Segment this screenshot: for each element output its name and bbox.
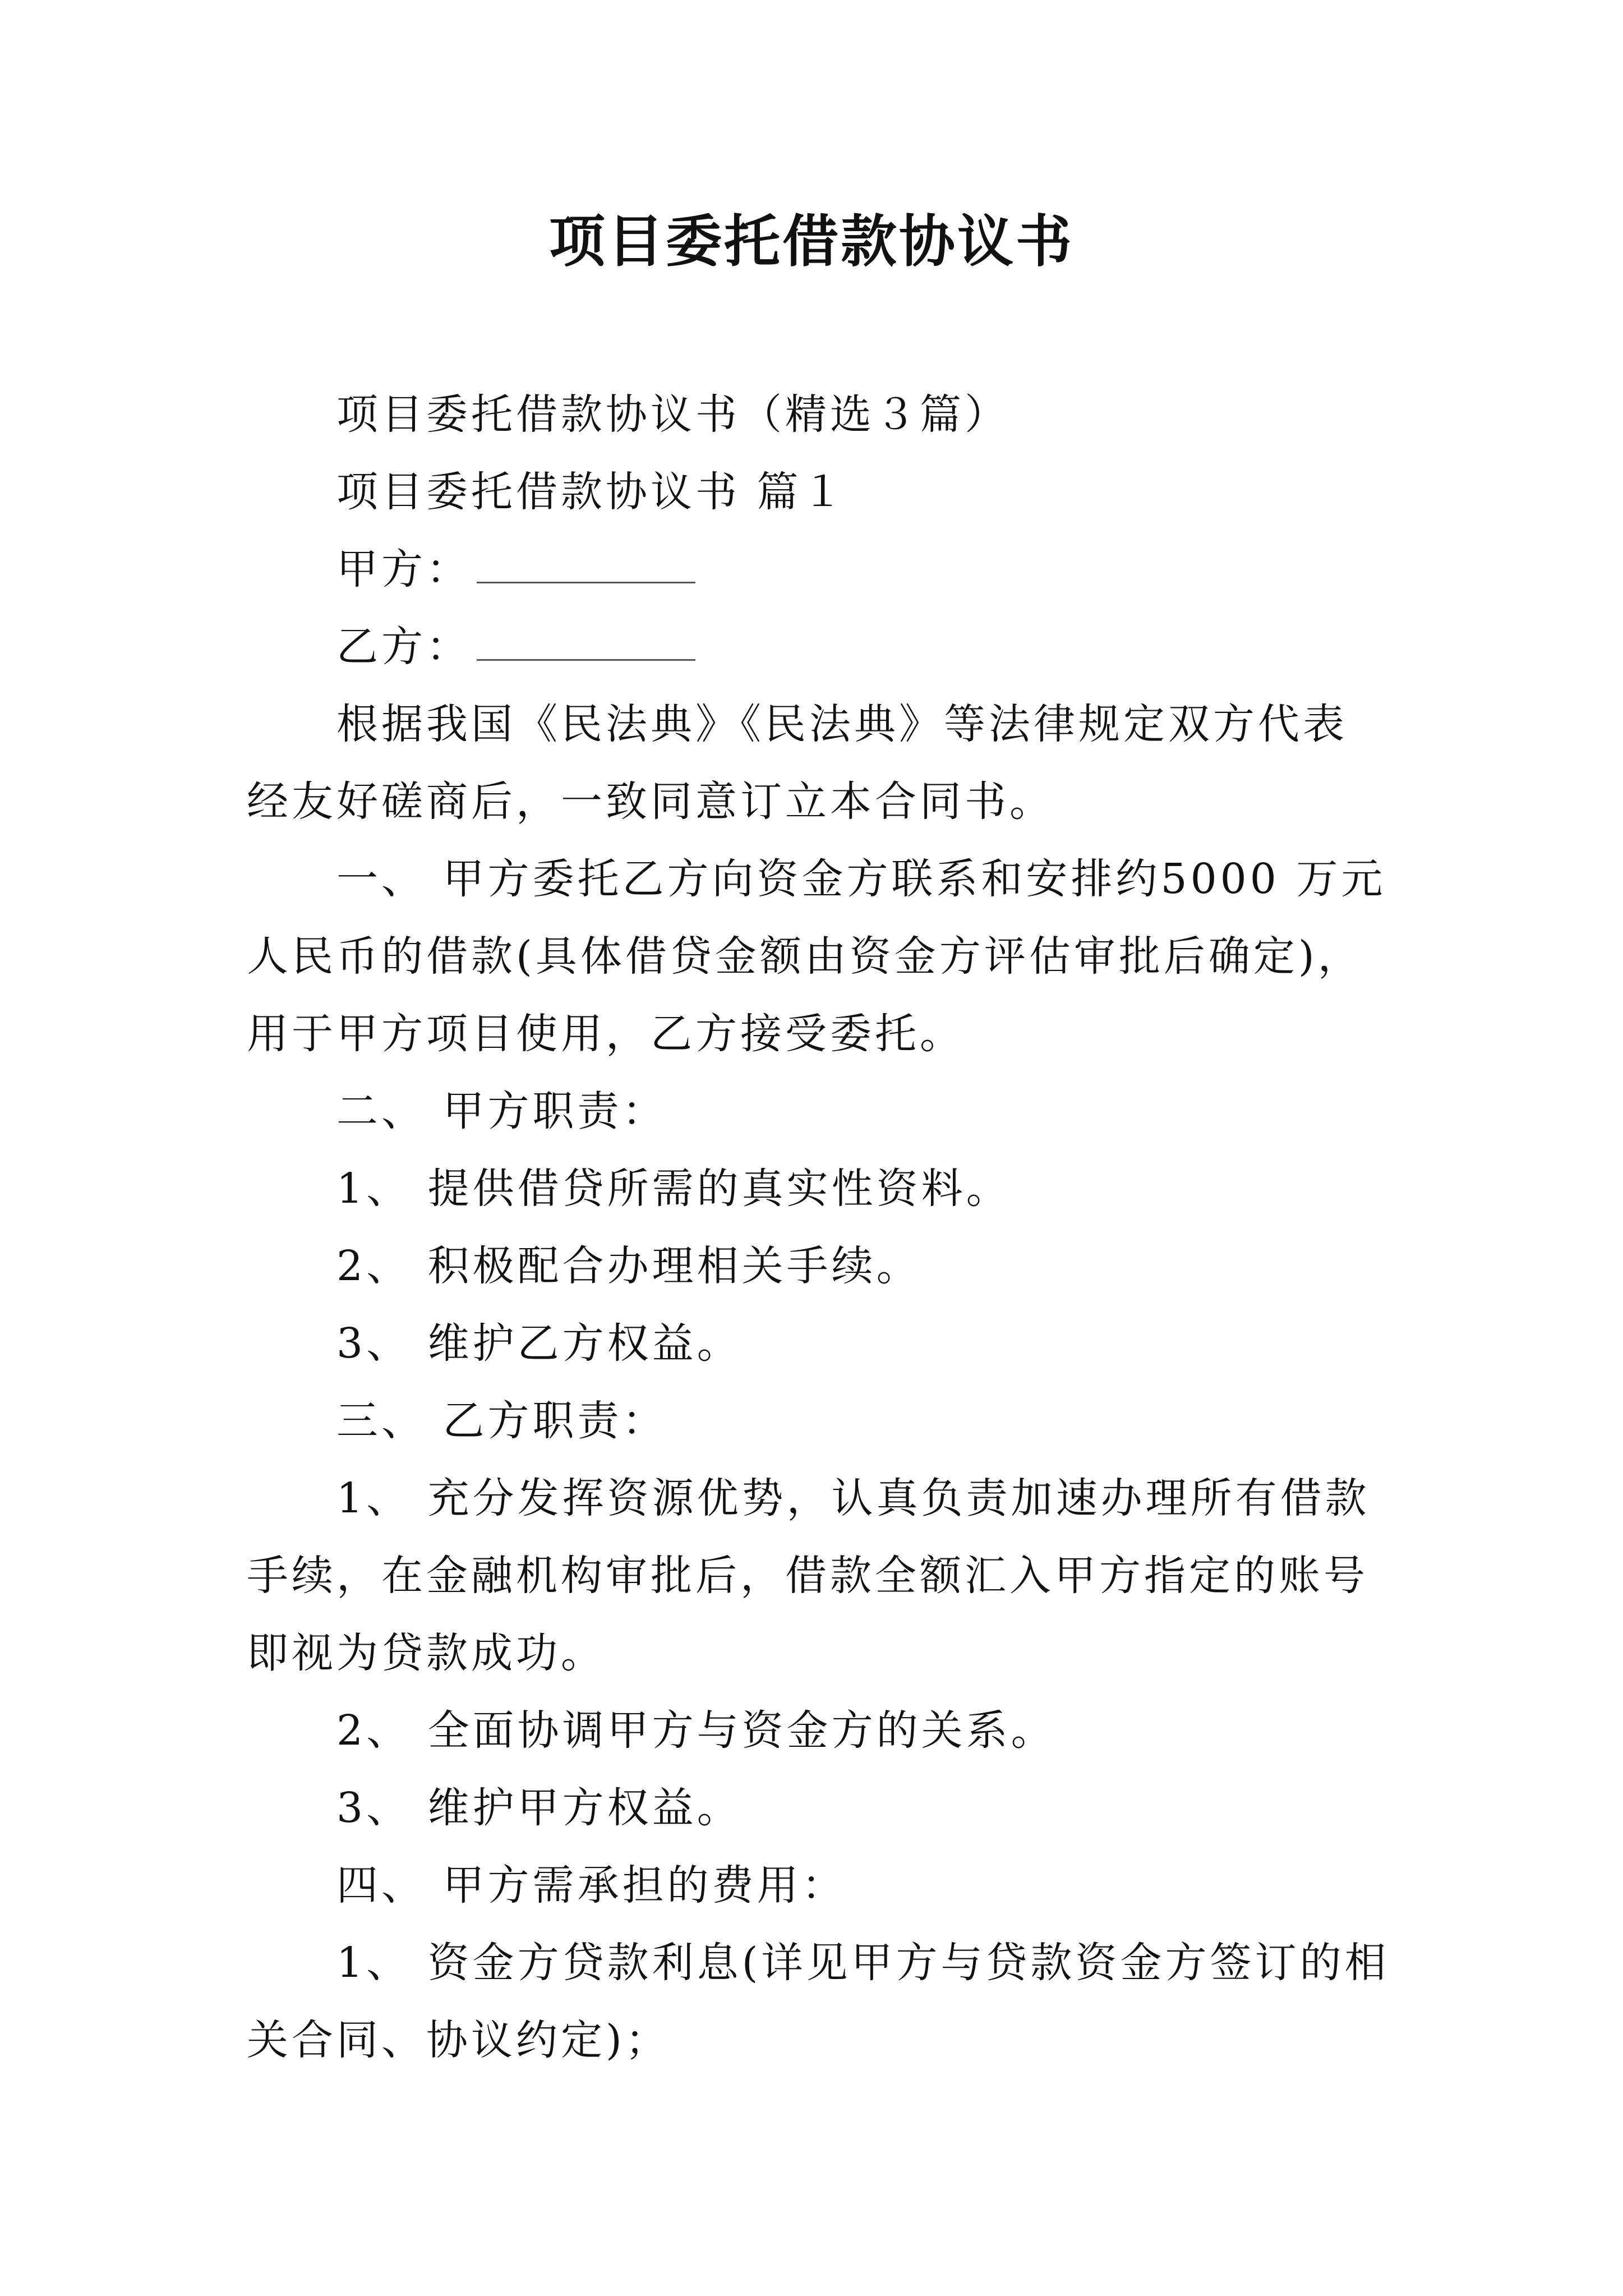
paragraph: 1、 充分发挥资源优势，认真负责加速办理所有借款手续，在金融机构审批后，借款全额汇入甲方指定的账号即视为贷款成功。: [247, 1474, 1370, 1677]
paragraph: 一、 甲方委托乙方向资金方联系和安排约5000 万元人民币的借款(具体借贷金额由资金方评估审批后确定)，用于甲方项目使用，乙方接受委托。: [247, 855, 1386, 1058]
document-title: 项目委托借款协议书: [549, 208, 1074, 274]
paragraph: 3、 维护甲方权益。: [336, 1784, 742, 1832]
party-b-line: [247, 608, 1391, 685]
paragraph: 三、 乙方职责：: [336, 1397, 667, 1445]
document-body: [247, 376, 1391, 2079]
party-b-label: 乙方：: [336, 623, 471, 671]
party-a-blank: [477, 570, 695, 583]
paragraph: 根据我国《民法典》《民法典》等法律规定双方代表经友好磋商后，一致同意订立本合同书。: [247, 700, 1348, 826]
party-a-label: 甲方：: [336, 545, 471, 593]
paragraph: 2、 积极配合办理相关手续。: [336, 1242, 921, 1290]
party-a-line: [247, 531, 1391, 608]
paragraph: 1、 资金方贷款利息(详见甲方与贷款资金方签订的相关合同、协议约定)；: [247, 1939, 1390, 2064]
party-b-blank: [477, 648, 695, 661]
paragraph: 四、 甲方需承担的费用：: [336, 1861, 847, 1910]
document-subtitle: 项目委托借款协议书（精选３篇）: [336, 390, 1009, 439]
paragraph: 1、 提供借贷所需的真实性资料。: [336, 1165, 1011, 1213]
section-heading: 项目委托借款协议书 篇１: [336, 468, 847, 516]
paragraph: 3、 维护乙方权益。: [336, 1319, 742, 1368]
paragraph: 二、 甲方职责：: [336, 1087, 667, 1135]
paragraph: 2、 全面协调甲方与资金方的关系。: [336, 1706, 1056, 1755]
